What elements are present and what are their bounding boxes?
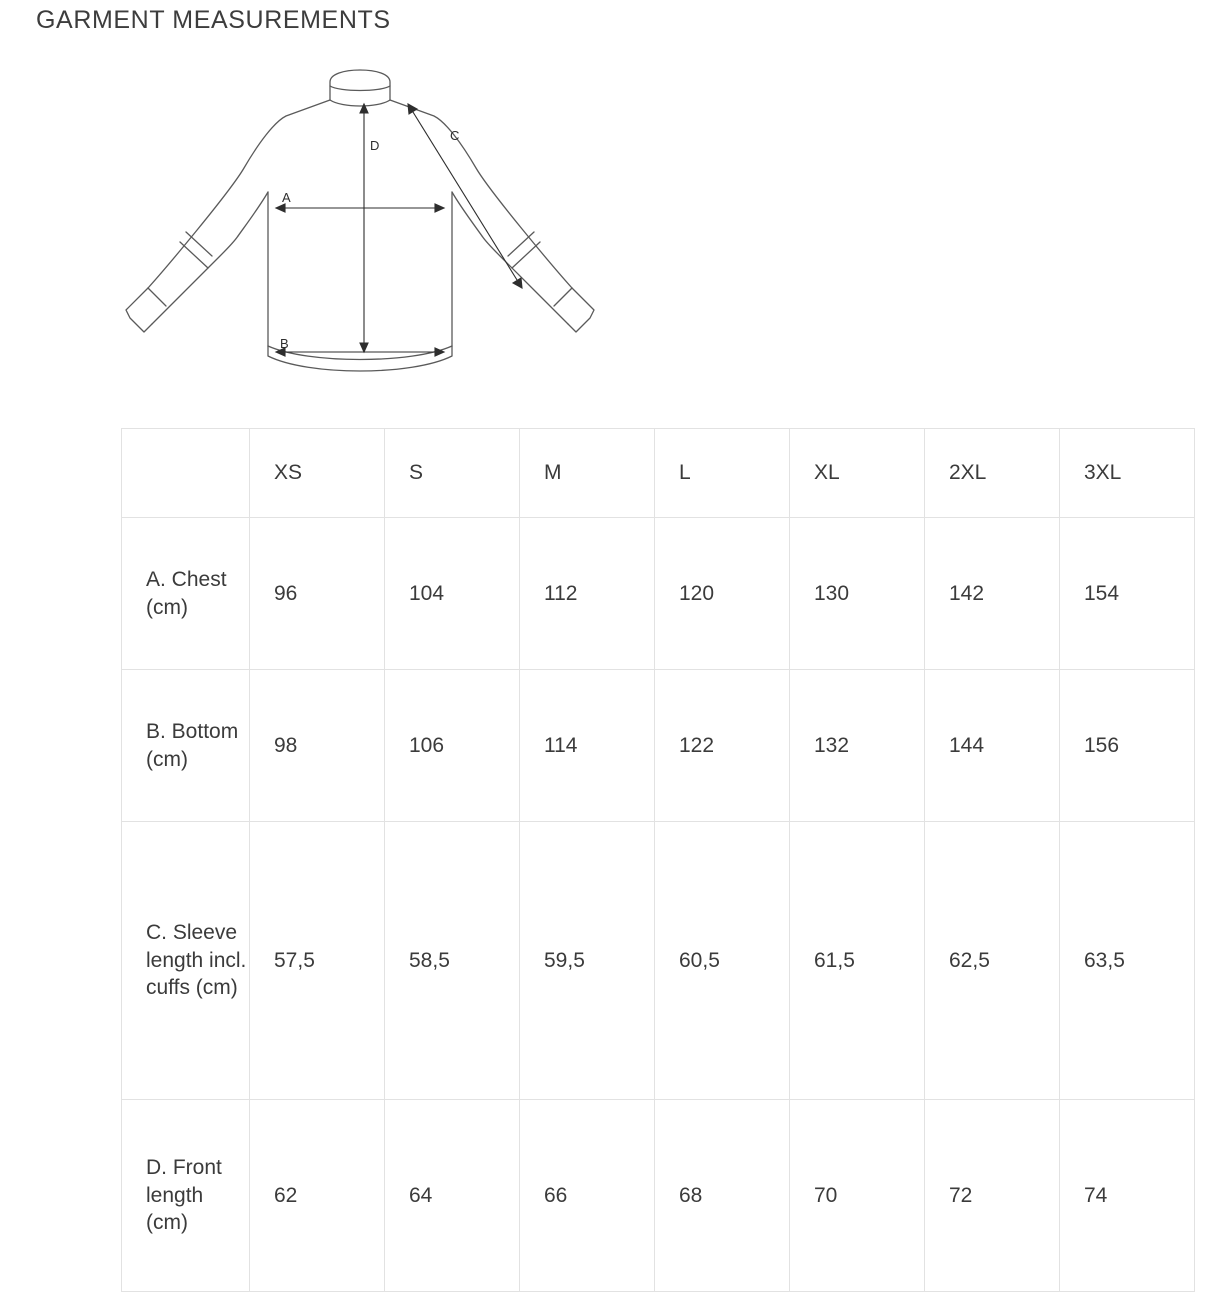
cell-sleeve-2xl: 62,5 <box>925 822 1060 1100</box>
collar-fold <box>330 86 390 91</box>
column-header-xs: XS <box>250 429 385 518</box>
diagram-label-a: A <box>282 190 291 205</box>
left-cuff-seam <box>148 288 166 306</box>
table-row <box>122 670 1195 822</box>
left-sleeve-bottom <box>152 236 238 324</box>
measure-arrow-d-bottom <box>360 343 368 352</box>
table-row <box>122 1100 1195 1292</box>
cell-sleeve-s: 58,5 <box>385 822 520 1100</box>
cell-sleeve-l: 60,5 <box>655 822 790 1100</box>
size-chart-table <box>121 428 1195 1292</box>
right-sleeve-fold-2 <box>508 232 534 256</box>
row-label-sleeve: C. Sleeve length incl. cuffs (cm) <box>122 822 250 1100</box>
right-shoulder-sleeve-top <box>390 100 572 288</box>
cell-chest-3xl: 154 <box>1060 518 1195 670</box>
left-underarm <box>238 192 268 236</box>
cell-bottom-xs: 98 <box>250 670 385 822</box>
diagram-label-b: B <box>280 336 289 351</box>
diagram-label-d: D <box>370 138 380 153</box>
cell-front-s: 64 <box>385 1100 520 1292</box>
left-sleeve-fold-2 <box>186 232 212 256</box>
measure-line-c <box>408 104 522 288</box>
cell-chest-2xl: 142 <box>925 518 1060 670</box>
table-row <box>122 518 1195 670</box>
right-sleeve-bottom <box>482 236 568 324</box>
collar-outline <box>330 70 390 100</box>
right-cuff-seam <box>554 288 572 306</box>
cell-bottom-l: 122 <box>655 670 790 822</box>
column-header-s: S <box>385 429 520 518</box>
cell-front-m: 66 <box>520 1100 655 1292</box>
cell-bottom-2xl: 144 <box>925 670 1060 822</box>
measure-arrow-a-left <box>276 204 285 212</box>
cell-chest-xs: 96 <box>250 518 385 670</box>
cell-sleeve-xs: 57,5 <box>250 822 385 1100</box>
cell-front-3xl: 74 <box>1060 1100 1195 1292</box>
row-label-front-length: D. Front length (cm) <box>122 1100 250 1292</box>
measure-arrow-c-bottom <box>513 278 522 288</box>
cell-sleeve-m: 59,5 <box>520 822 655 1100</box>
cell-bottom-xl: 132 <box>790 670 925 822</box>
row-label-chest: A. Chest (cm) <box>122 518 250 670</box>
cell-sleeve-xl: 61,5 <box>790 822 925 1100</box>
cell-bottom-m: 114 <box>520 670 655 822</box>
column-header-l: L <box>655 429 790 518</box>
cell-front-xl: 70 <box>790 1100 925 1292</box>
right-sleeve-fold-1 <box>512 242 540 268</box>
measure-arrow-c-top <box>408 104 417 114</box>
cell-front-2xl: 72 <box>925 1100 1060 1292</box>
diagram-label-c: C <box>450 128 460 143</box>
column-header-3xl: 3XL <box>1060 429 1195 518</box>
left-cuff-outer <box>126 288 152 332</box>
hem-band <box>268 346 452 371</box>
cell-bottom-3xl: 156 <box>1060 670 1195 822</box>
left-sleeve-fold-1 <box>180 242 208 268</box>
cell-front-l: 68 <box>655 1100 790 1292</box>
column-header-2xl: 2XL <box>925 429 1060 518</box>
measure-arrow-a-right <box>435 204 444 212</box>
hem-top <box>268 346 452 360</box>
column-header-m: M <box>520 429 655 518</box>
garment-diagram <box>108 56 628 396</box>
cell-chest-xl: 130 <box>790 518 925 670</box>
table-row <box>122 822 1195 1100</box>
row-label-bottom: B. Bottom (cm) <box>122 670 250 822</box>
table-header-row <box>122 429 1195 518</box>
cell-chest-m: 112 <box>520 518 655 670</box>
cell-bottom-s: 106 <box>385 670 520 822</box>
page-title: GARMENT MEASUREMENTS <box>36 6 391 34</box>
cell-chest-l: 120 <box>655 518 790 670</box>
column-header-xl: XL <box>790 429 925 518</box>
table-corner-cell <box>122 429 250 518</box>
left-shoulder-sleeve-top <box>148 100 330 288</box>
neckline <box>330 100 390 106</box>
cell-chest-s: 104 <box>385 518 520 670</box>
cell-front-xs: 62 <box>250 1100 385 1292</box>
cell-sleeve-3xl: 63,5 <box>1060 822 1195 1100</box>
right-cuff-outer <box>568 288 594 332</box>
